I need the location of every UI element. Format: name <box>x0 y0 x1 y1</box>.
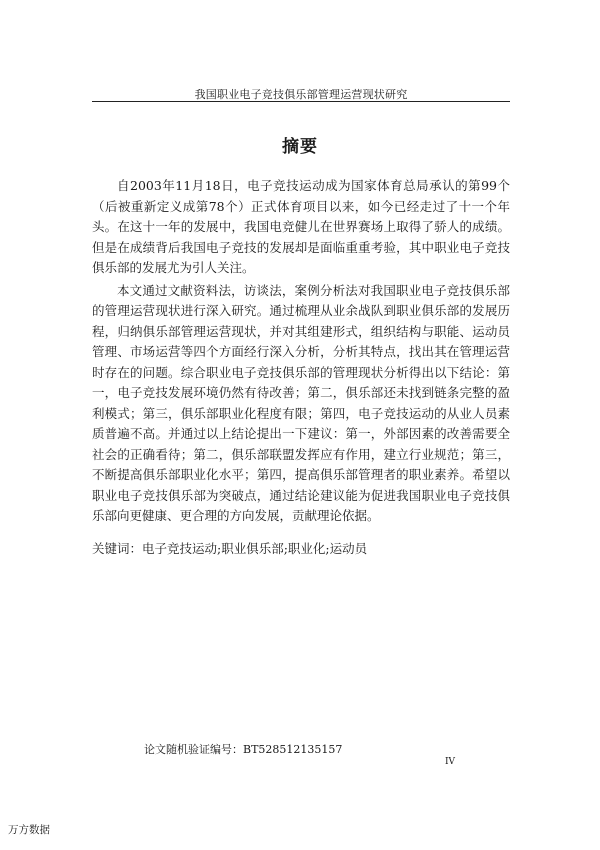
page-number: IV <box>445 757 456 767</box>
running-header: 我国职业电子竞技俱乐部管理运营现状研究 <box>194 88 408 101</box>
abstract-paragraph-2: 本文通过文献资料法，访谈法，案例分析法对我国职业电子竞技俱乐部的管理运营现状进行深入研究。通过梳理从业余战队到职业俱乐部的发展历程，归纳俱乐部管理运营现状，并对其组建形式，组织结构与职能、运动员管理、市场运营等四个方面经行深入分析，分析其特点，找出其在管理运营时存在的问题。综合职业电子竞技俱乐部的管理现状分析得出以下结论：第一，电子竞技发展环境仍然有待改善；第二，俱乐部还未找到链条完整的盈利模式；第三，俱乐部职业化程度有限；第四，电子竞技运动的从业人员素质普遍不高。并通过以上结论提出一下建议：第一，外部因素的改善需要全社会的正确看待；第二，俱乐部联盟发挥应有作用，建立行业规范；第三，不断提高俱乐部职业化水平；第四，提高俱乐部管理者的职业素养。希望以职业电子竞技俱乐部为突破点，通过结论建议能为促进我国职业电子竞技俱乐部向更健康、更合理的方向发展，贡献理论依据。 <box>92 282 510 523</box>
keywords: 关键词：电子竞技运动;职业俱乐部;职业化;运动员 <box>92 541 368 556</box>
abstract-paragraph-1: 自2003年11月18日，电子竞技运动成为国家体育总局承认的第99个（后被重新定义成第78个）正式体育项目以来，如今已经走过了十一个年头。在这十一年的发展中，我国电竞健儿在世界赛场上取得了骄人的成绩。但是在成绩背后我国电子竞技的发展却是面临重重考验，其中职业电子竞技俱乐部的发展尤为引人关注。 <box>92 178 510 275</box>
header-rule <box>92 101 510 102</box>
source-watermark: 万方数据 <box>8 824 50 836</box>
abstract-body <box>92 176 510 529</box>
verification-code: 论文随机验证编号：BT528512135157 <box>144 743 343 756</box>
abstract-title: 摘要 <box>282 137 318 157</box>
